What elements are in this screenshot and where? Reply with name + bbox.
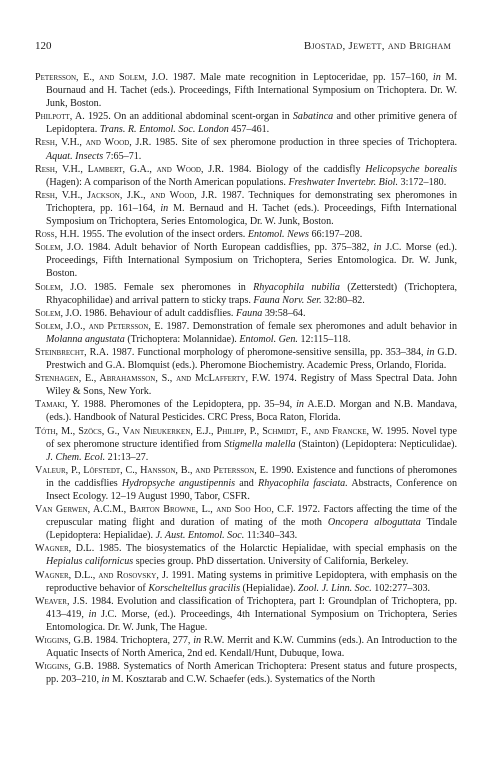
reference-italic: Aquat. Insects — [46, 150, 104, 162]
reference-italic: in — [426, 346, 435, 358]
reference-text: (Stainton) (Lepidoptera: Nepticulidae). — [295, 438, 457, 450]
reference-italic: Entomol. Gen. — [239, 333, 298, 345]
reference-entry — [35, 595, 457, 634]
reference-text: M. Bernaud and H. Tachet (eds.). Proceedings, Fifth International Symposium on Trichoptera, Series Entomologica, Dr. W. Junk, Boston. — [46, 202, 457, 228]
reference-authors: Solem, J.O. — [35, 242, 84, 254]
reference-italic: in — [296, 399, 304, 411]
reference-text: Tindale (Lepidoptera: Hepialidae). — [46, 517, 458, 542]
reference-text: 1974. Registry of Mass Spectral Data. John Wiley & Sons, New York. — [46, 373, 457, 398]
reference-text: 66:197–208. — [308, 229, 363, 241]
reference-text: and other primitive genera of Lepidoptera. — [46, 111, 457, 136]
reference-italic: in — [101, 674, 110, 686]
reference-italic: Sabatinca — [292, 111, 334, 123]
reference-entry — [35, 398, 457, 424]
reference-authors: Wiggins, G.B. — [35, 635, 93, 647]
reference-italic: Zool. J. Linn. Soc. — [298, 582, 372, 594]
reference-italic: Hydropsyche angustipennis — [121, 477, 236, 489]
reference-text: 1987. Techniques for demonstrating sex pheromones in Trichoptera, pp. 161–164, — [46, 189, 457, 214]
reference-italic: in — [193, 635, 202, 647]
reference-text: 1925. On an additional abdominal scent-organ in — [84, 111, 293, 123]
reference-text: 1987. Functional morphology of pheromone-sensitive sensilla, pp. 353–384, — [108, 346, 427, 358]
reference-text: 39:58–64. — [262, 307, 306, 319]
reference-text: G.D. Prestwich and G.A. Blomquist (eds.). Pheromone Biochemistry. Academic Press, Orlando, Florida. — [46, 346, 457, 372]
reference-text: 1987. Demonstration of female sex pheromones and adult behavior in — [163, 320, 457, 332]
reference-text: 21:13–27. — [105, 451, 149, 463]
reference-text: 1955. The evolution of the insect orders. — [79, 229, 248, 241]
reference-entry — [35, 503, 457, 542]
reference-italic: Molanna angustata — [46, 333, 125, 345]
reference-italic: Trans. R. Entomol. Soc. London — [99, 124, 229, 136]
reference-text: 1984. Biology of the caddisfly — [223, 163, 366, 175]
reference-text: 102:277–303. — [371, 582, 431, 594]
reference-text: M. Bournaud and H. Tachet (eds.). Proceedings, Fifth International Symposium on Trichoptera. Dr. W. Junk, Boston. — [46, 72, 457, 110]
reference-authors: Resh, V.H., and Wood, J.R. — [35, 137, 152, 149]
reference-entry — [35, 464, 457, 503]
reference-authors: Solem, J.O., and Petersson, E. — [35, 320, 164, 332]
reference-text: 3:172–180. — [398, 176, 447, 188]
reference-entry — [35, 163, 457, 189]
reference-italic: in — [373, 242, 382, 254]
reference-entry — [35, 241, 457, 280]
reference-entry — [35, 189, 457, 228]
reference-text: 1990. Existence and functions of pheromones in the caddisflies — [46, 464, 457, 489]
reference-entry — [35, 569, 457, 595]
running-head: Bjostad, Jewett, and Brigham — [303, 40, 451, 52]
reference-italic: Fauna Norv. Ser. — [253, 294, 322, 306]
reference-entry — [35, 660, 457, 686]
reference-text: 1986. Behaviour of adult caddisflies. — [81, 307, 236, 319]
reference-text: 1987. Male mate recognition in Leptoceridae, pp. 157–160, — [167, 72, 433, 83]
reference-authors: Weaver, J.S. — [35, 595, 88, 607]
reference-text: 1991. Mating systems in primitive Lepidoptera, with emphasis on the reproductive behavior of — [46, 569, 458, 594]
reference-text: Abstracts, Conference on Insect Ecology. 12–19 August 1990, Tabor, CSFR. — [46, 477, 458, 502]
reference-entry — [35, 228, 457, 241]
reference-authors: Stenhagen, E., Abrahamsson, S., and McLafferty, F.W. — [35, 373, 271, 385]
reference-italic: Rhyacophila nubilia — [253, 281, 340, 293]
page-number: 120 — [35, 40, 52, 52]
reference-text: (Zetterstedt) (Trichoptera, Rhyacophilidae) and arrival pattern to sticky traps. — [46, 281, 457, 306]
reference-text: R.W. Merrit and K.W. Cummins (eds.). An Introduction to the Aquatic Insects of North America, 2nd ed. Kendall/Hunt, Dubuque, Iowa. — [46, 635, 457, 660]
reference-text: (Hepialidae). — [240, 582, 299, 594]
reference-text: species group. PhD dissertation. University of California, Berkeley. — [133, 556, 409, 568]
reference-authors: Wagner, D.L. — [35, 543, 95, 555]
reference-text: 7:65–71. — [103, 150, 142, 162]
reference-text: 1995. Novel type of sex pheromone structure identified from — [46, 425, 457, 450]
reference-italic: Entomol. News — [247, 229, 309, 241]
reference-authors: Valeur, P., Löfstedt, C., Hansson, B., and Petersson, E. — [35, 464, 269, 476]
reference-italic: Fauna — [235, 307, 263, 319]
reference-authors: Wagner, D.L., and Rosovsky, J. — [35, 569, 169, 581]
reference-italic: Korscheltellus gracilis — [148, 582, 240, 594]
reference-authors: Steinbrecht, R.A. — [35, 346, 109, 358]
reference-text: J.C. Morse (ed.). Proceedings, Fifth International Symposium on Trichoptera, Series Entomologica. Dr. W. Junk, Boston. — [46, 242, 457, 280]
reference-authors: Tamaki, Y. — [35, 399, 80, 411]
reference-authors: Resh, V.H., Jackson, J.K., and Wood, J.R. — [35, 189, 218, 201]
reference-authors: Wiggins, G.B. — [35, 661, 94, 673]
reference-authors: Philpott, A. — [35, 111, 85, 123]
reference-text: 1985. The biosystematics of the Holarctic Hepialidae, with special emphasis on the — [94, 543, 457, 555]
reference-entry — [35, 320, 457, 346]
reference-text: (Hagen): A comparison of the North American populations. — [46, 176, 289, 188]
reference-italic: in — [160, 202, 169, 214]
reference-list — [35, 71, 457, 686]
reference-text: 1988. Pheromones of the Lepidoptera, pp. 35–94, — [79, 399, 297, 411]
reference-text: 1985. Site of sex pheromone production in three species of Trichoptera. — [151, 137, 457, 149]
reference-text: 457–461. — [228, 124, 270, 136]
reference-italic: Oncopera alboguttata — [327, 517, 421, 529]
reference-text: (Trichoptera: Molannidae). — [124, 333, 240, 345]
reference-text: 1984. Trichoptera, 277, — [92, 635, 194, 647]
reference-text: and — [235, 477, 259, 489]
reference-italic: Freshwater Invertebr. Biol. — [288, 176, 399, 188]
reference-authors: Solem, J.O. — [35, 281, 87, 293]
reference-entry — [35, 346, 457, 372]
reference-text: 11:340–343. — [244, 530, 298, 542]
reference-text: A.E.D. Morgan and N.B. Mandava, (eds.). Handbook of Natural Pesticides. CRC Press, Boca Raton, Florida. — [46, 399, 457, 424]
reference-text: 32:80–82. — [321, 294, 365, 306]
reference-authors: Resh, V.H., Lambert, G.A., and Wood, J.R. — [35, 163, 224, 175]
reference-authors: Ross, H.H. — [35, 229, 80, 241]
reference-entry — [35, 425, 457, 464]
reference-italic: in — [88, 608, 97, 620]
reference-italic: in — [432, 72, 441, 83]
reference-entry — [35, 307, 457, 320]
reference-text: 1972. Factors affecting the time of the crepuscular mating flight and duration of mating of the moth — [46, 504, 457, 529]
reference-text: 1984. Evolution and classification of Trichoptera, part I: Groundplan of Trichoptera, pp. 413–419, — [46, 595, 457, 620]
reference-authors: Van Gerwen, A.C.M., Barton Browne, L., and Soo Hoo, C.F. — [35, 504, 294, 516]
reference-text: 12:115–118. — [297, 333, 351, 345]
reference-text: 1988. Systematics of North American Trichoptera: Present status and future prospects, pp. 203–210, — [46, 661, 457, 686]
reference-authors: Solem, J.O. — [35, 307, 82, 319]
reference-entry — [35, 110, 457, 136]
reference-authors: Petersson, E., and Solem, J.O. — [35, 72, 168, 83]
reference-italic: Helicopsyche borealis — [365, 163, 457, 175]
reference-italic: Rhyacophila fasciata. — [258, 477, 348, 489]
reference-text: 1985. Female sex pheromones in — [86, 281, 254, 293]
reference-text: 1984. Adult behavior of North European caddisflies, pp. 375–382, — [83, 242, 374, 254]
reference-entry — [35, 136, 457, 162]
reference-text: M. Kosztarab and C.W. Schaefer (eds.). Systematics of the North — [109, 674, 376, 686]
reference-entry — [35, 71, 457, 110]
reference-entry — [35, 542, 457, 568]
reference-italic: J. Chem. Ecol. — [46, 451, 106, 463]
reference-authors: Tóth, M., Szöcs, G., Van Nieukerken, E.J., Philipp, P., Schmidt, F., and Francke, W. — [35, 425, 384, 437]
reference-entry — [35, 634, 457, 660]
reference-entry — [35, 281, 457, 307]
reference-italic: Stigmella malella — [224, 438, 296, 450]
reference-italic: J. Aust. Entomol. Soc. — [155, 530, 245, 542]
reference-italic: Hepialus californicus — [46, 556, 134, 568]
reference-text: J.C. Morse, (ed.). Proceedings, 4th International Symposium on Trichoptera, Series Entomologica. Dr. W. Junk, The Hague. — [46, 608, 457, 633]
reference-entry — [35, 372, 457, 398]
